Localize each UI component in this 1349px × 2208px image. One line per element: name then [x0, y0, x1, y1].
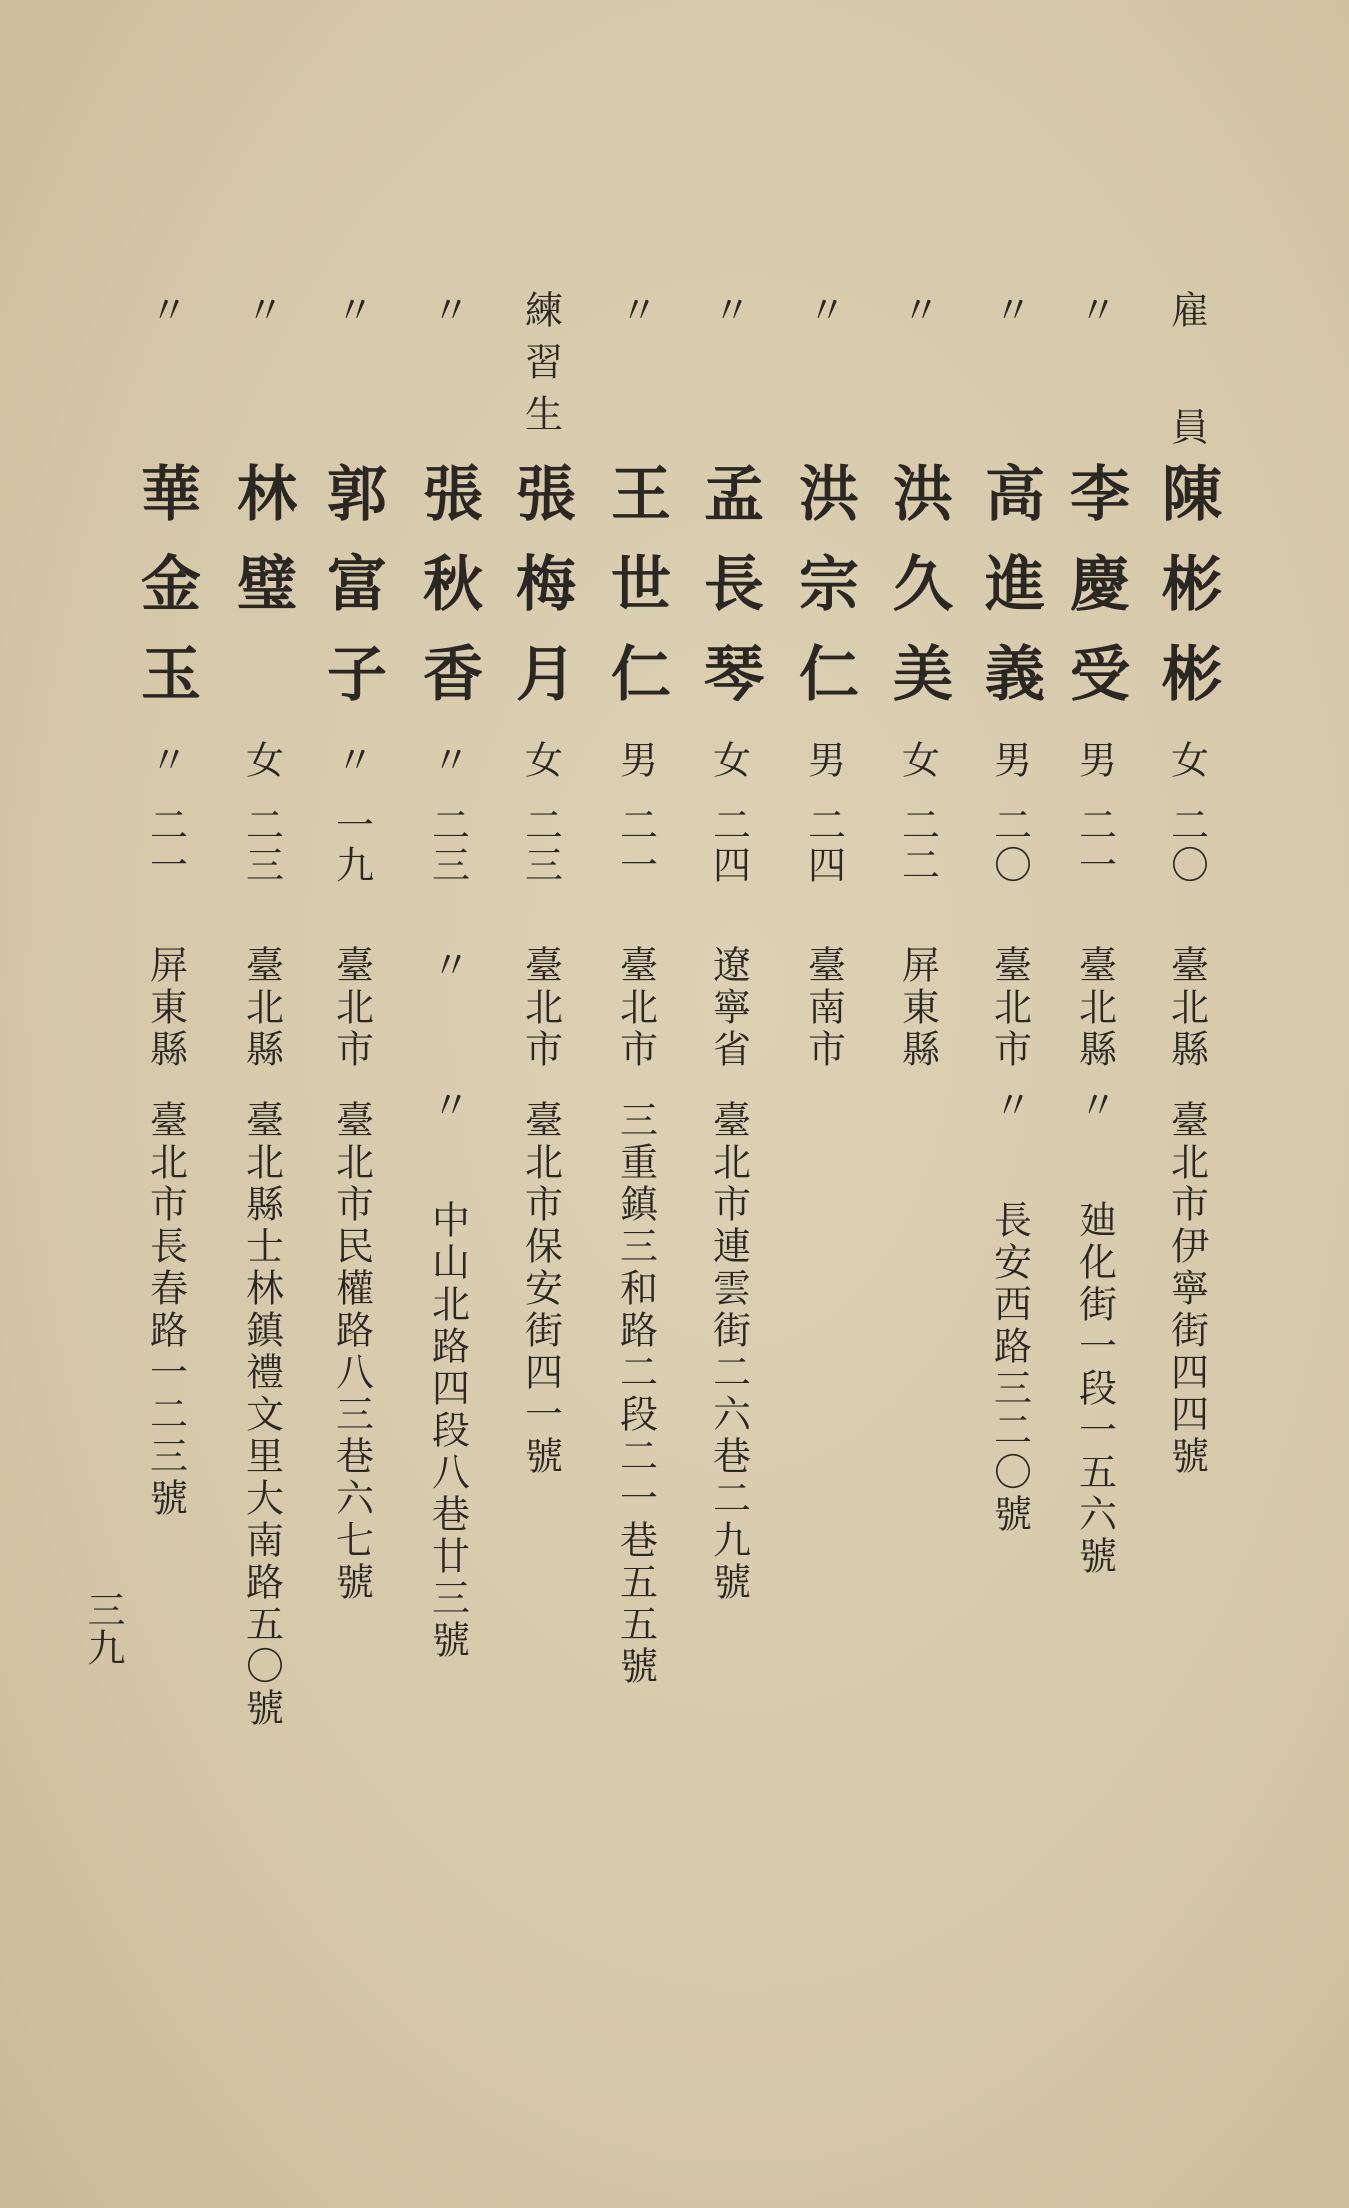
age: 二三 [239, 805, 284, 885]
address-ditto-mark: 〃 [1072, 1085, 1117, 1123]
native-place: 〃 [425, 945, 470, 987]
native-place: 臺南市 [801, 945, 846, 1071]
position-label: 〃 [425, 290, 470, 342]
native-place: 遼寧省 [706, 945, 751, 1071]
age: 二三 [425, 805, 470, 885]
roster-entry [878, 0, 958, 2208]
roster-entry [689, 0, 769, 2208]
roster-entry [408, 0, 488, 2208]
position-label: 〃 [1072, 290, 1117, 342]
position-label: 〃 [329, 290, 374, 342]
position-label: 〃 [239, 290, 284, 342]
person-name: 陳彬彬 [1152, 462, 1222, 732]
address: 臺北縣士林鎮禮文里大南路五〇號 [239, 1100, 284, 1730]
gender: 女 [706, 740, 751, 778]
age: 二四 [801, 805, 846, 885]
address: 臺北市民權路八三巷六七號 [329, 1100, 374, 1604]
gender: 〃 [329, 740, 374, 778]
address-ditto-mark: 〃 [425, 1085, 470, 1123]
roster-entry [126, 0, 206, 2208]
gender: 女 [1164, 740, 1209, 778]
gender: 男 [613, 740, 658, 778]
address: 臺北市伊寧街四四號 [1164, 1100, 1209, 1478]
native-place: 臺北市 [613, 945, 658, 1071]
address: 三重鎮三和路二段二一巷五五號 [613, 1100, 658, 1688]
age: 二一 [143, 805, 188, 885]
position-label: 〃 [895, 290, 940, 342]
person-name: 李慶受 [1060, 462, 1130, 732]
position-label: 〃 [706, 290, 751, 342]
address: 臺北市長春路一二三號 [143, 1100, 188, 1520]
address-ditto-mark: 〃 [987, 1085, 1032, 1123]
position-label: 練習生 [518, 290, 563, 446]
gender: 男 [1072, 740, 1117, 778]
page-number: 三九 [81, 1590, 125, 1666]
age: 二一 [1072, 805, 1117, 885]
address: 臺北市保安街四一號 [518, 1100, 563, 1478]
roster-entry [784, 0, 864, 2208]
age: 二〇 [987, 805, 1032, 885]
native-place: 屏東縣 [143, 945, 188, 1071]
roster-entry [1147, 0, 1227, 2208]
person-name: 洪宗仁 [789, 462, 859, 732]
address: 廸化街一段一五六號 [1072, 1200, 1117, 1578]
age: 二四 [706, 805, 751, 885]
person-name: 張秋香 [413, 462, 483, 732]
gender: 〃 [425, 740, 470, 778]
roster-entry [1055, 0, 1135, 2208]
gender: 男 [987, 740, 1032, 778]
person-name: 林璧 [227, 462, 297, 642]
native-place: 臺北縣 [1164, 945, 1209, 1071]
gender: 女 [518, 740, 563, 778]
age: 二二 [895, 805, 940, 885]
native-place: 臺北市 [518, 945, 563, 1071]
age: 二三 [518, 805, 563, 885]
age: 二〇 [1164, 805, 1209, 885]
person-name: 郭富子 [317, 462, 387, 732]
age: 一九 [329, 805, 374, 885]
roster-entry [312, 0, 392, 2208]
position-label: 〃 [987, 290, 1032, 342]
roster-entry [222, 0, 302, 2208]
address: 長安西路三二〇號 [987, 1200, 1032, 1536]
age: 二一 [613, 805, 658, 885]
position-label: 雇員 [1164, 290, 1209, 445]
address: 臺北市連雲街二六巷二九號 [706, 1100, 751, 1604]
position-label: 〃 [143, 290, 188, 342]
address: 中山北路四段八巷廿三號 [425, 1200, 470, 1662]
roster-entry [596, 0, 676, 2208]
person-name: 高進義 [975, 462, 1045, 732]
native-place: 臺北縣 [239, 945, 284, 1071]
person-name: 王世仁 [601, 462, 671, 732]
person-name: 張梅月 [506, 462, 576, 732]
gender: 男 [801, 740, 846, 778]
native-place: 臺北市 [329, 945, 374, 1071]
roster-entry [970, 0, 1050, 2208]
person-name: 華金玉 [131, 462, 201, 732]
gender: 女 [239, 740, 284, 778]
gender: 女 [895, 740, 940, 778]
gender: 〃 [143, 740, 188, 778]
roster-entry [501, 0, 581, 2208]
native-place: 臺北市 [987, 945, 1032, 1071]
position-label: 〃 [613, 290, 658, 342]
native-place: 臺北縣 [1072, 945, 1117, 1071]
person-name: 孟長琴 [694, 462, 764, 732]
position-label: 〃 [801, 290, 846, 342]
native-place: 屏東縣 [895, 945, 940, 1071]
person-name: 洪久美 [883, 462, 953, 732]
